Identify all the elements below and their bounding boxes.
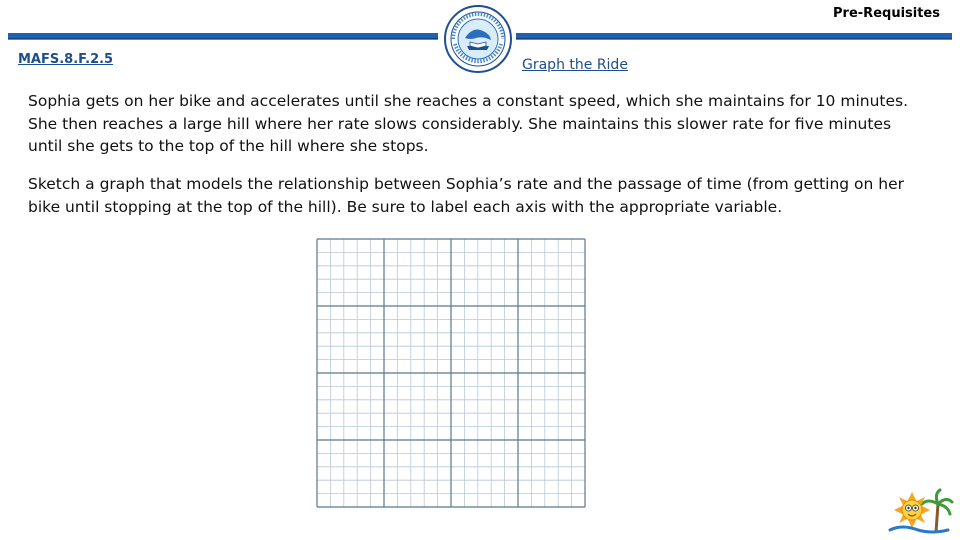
lesson-title-link[interactable]: Graph the Ride xyxy=(522,57,628,73)
header-divider-left xyxy=(8,33,438,39)
sun-mascot-icon xyxy=(888,486,954,536)
district-seal-logo xyxy=(443,4,513,74)
problem-scenario-text: Sophia gets on her bike and accelerates until she reaches a constant speed, which she maintains for 10 minutes. She then reaches a large hill where her rate slows considerably. She maintains this slower rate for five minutes until she gets to the top of the hill where she stops. xyxy=(28,92,909,155)
section-title: Pre-Requisites xyxy=(833,6,940,21)
graph-paper xyxy=(316,238,586,508)
graph-paper-grid xyxy=(316,238,586,508)
header-divider-right xyxy=(516,33,952,39)
task-instructions-text: Sketch a graph that models the relationship between Sophia’s rate and the passage of time (from getting on her bike until stopping at the top of the hill). Be sure to label each axis with the appropriate variable. xyxy=(28,175,905,216)
standard-code-link[interactable]: MAFS.8.F.2.5 xyxy=(18,52,114,67)
